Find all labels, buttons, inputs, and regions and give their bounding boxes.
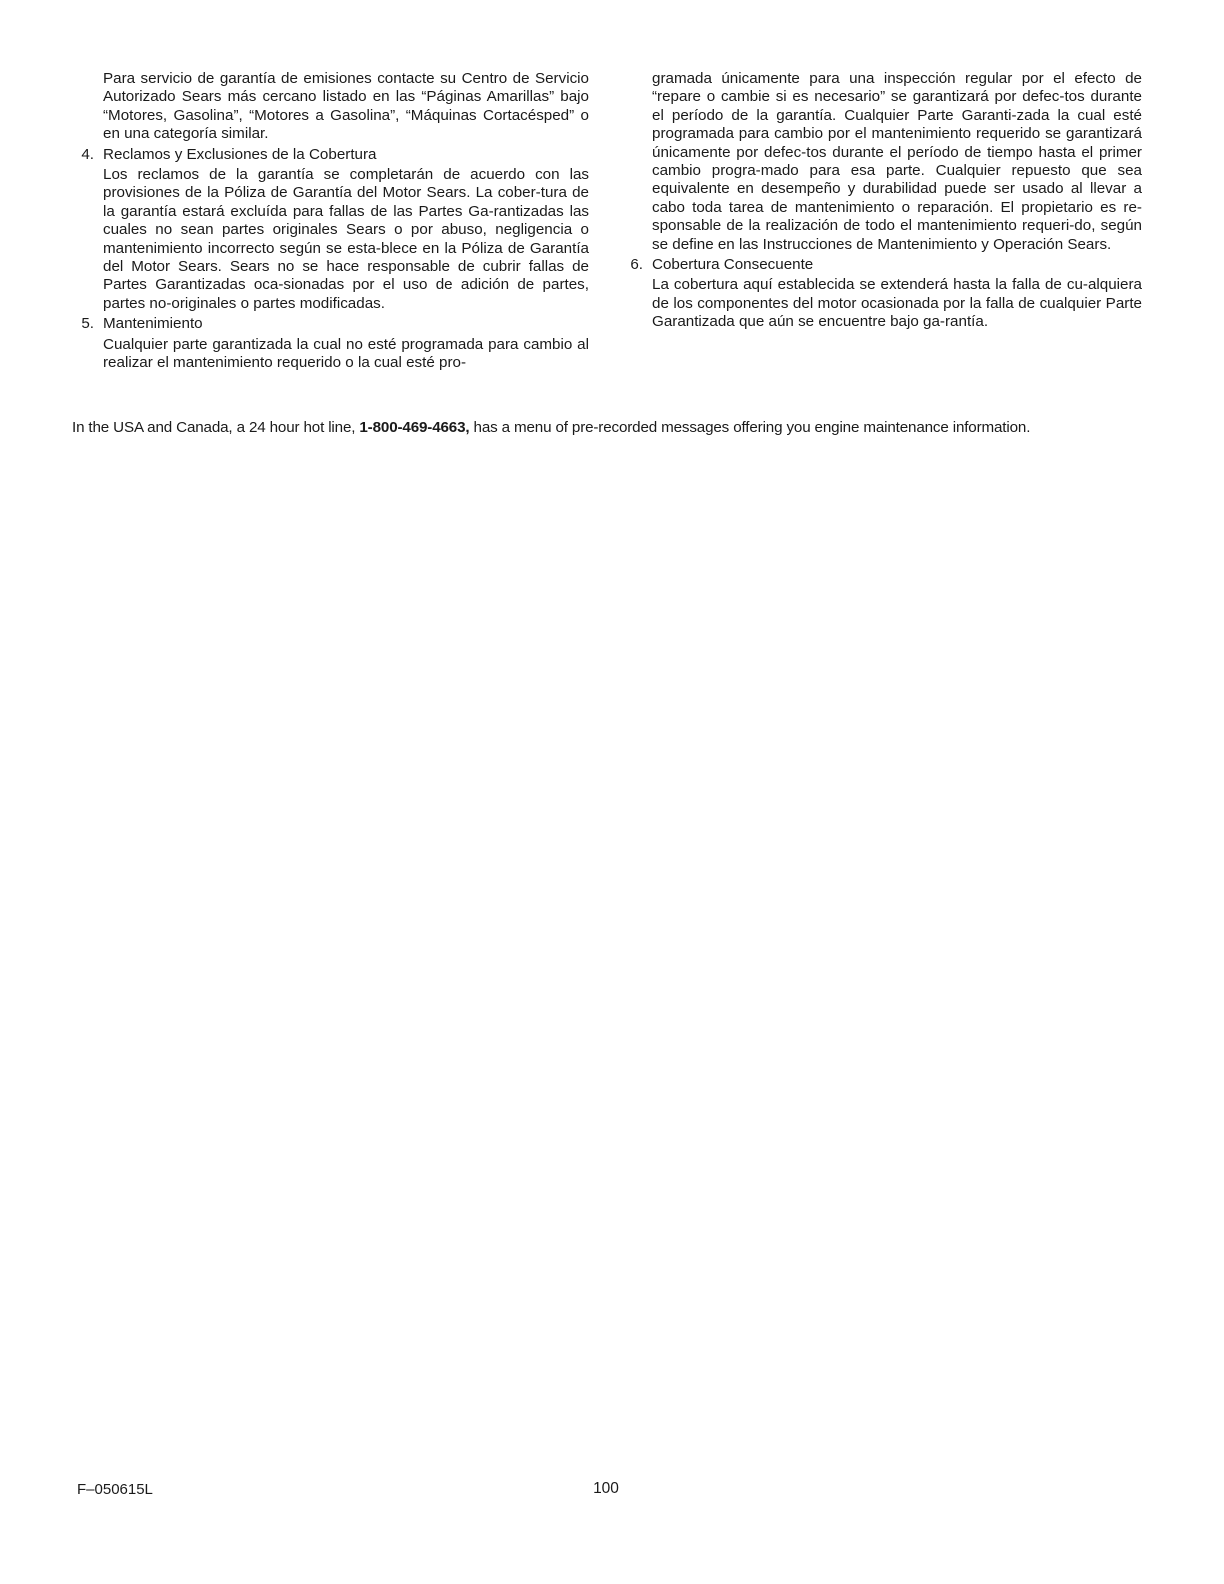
hotline-phone-number: 1-800-469-4663,: [359, 419, 470, 436]
section-4-heading: [72, 146, 589, 164]
left-column: [72, 70, 589, 373]
section-5-body: Cualquier parte garantizada la cual no esté programada para cambio al realizar el mantenimiento requerido o la cual esté pro-: [103, 335, 589, 372]
hotline-notice: [72, 418, 1152, 437]
section-5-title: Mantenimiento: [103, 315, 203, 333]
emissions-service-paragraph: Para servicio de garantía de emisiones contacte su Centro de Servicio Autorizado Sears más cercano listado en las “Páginas Amarillas” bajo “Motores, Gasolina”, “Motores a Gasolina”, “Máquinas Cortacésped” o en una categoría similar.: [103, 70, 589, 143]
section-6-heading: [621, 256, 1142, 274]
section-6-title: Cobertura Consecuente: [652, 256, 814, 274]
section-6-number: 6.: [630, 256, 643, 274]
section-5-continuation: gramada únicamente para una inspección regular por el efecto de “repare o cambie si es necesario” se garantizará por defec-tos durante el período de la garantía. Cualquier Parte Garanti-zada la cual esté programada para cambio por el mantenimiento requerido se garantizará únicamente por defec-tos durante el período de tiempo hasta el primer cambio progra-mado para esa parte. Cualquier repuesto que sea equivalente en desempeño y durabilidad puede ser usado al llevar a cabo toda tarea de mantenimiento o reparación. El propietario es re-sponsable de la realización de todo el mantenimiento requeri-do, según se define en las Instrucciones de Mantenimiento y Operación Sears.: [652, 70, 1142, 253]
section-5-heading: [72, 315, 589, 333]
section-4-number: 4.: [81, 145, 94, 163]
section-4-body: Los reclamos de la garantía se completarán de acuerdo con las provisiones de la Póliza de Garantía del Motor Sears. La cober-tura de la garantía estará excluída para fallas de las Partes Ga-rantizadas las cuales no sean partes originales Sears o por abuso, negligencia o mantenimiento incorrecto según se esta-blece en la Póliza de Garantía del Motor Sears. Sears no se hace responsable de cubrir fallas de Partes Garantizadas oca-sionadas por el uso de adición de partes, partes no-originales o partes modificadas.: [103, 166, 589, 312]
section-4-title: Reclamos y Exclusiones de la Cobertura: [103, 145, 377, 163]
page-number: 100: [593, 1480, 619, 1497]
right-column: [621, 70, 1142, 332]
document-code: F–050615L: [77, 1481, 153, 1498]
section-5-number: 5.: [81, 315, 94, 333]
hotline-suffix: has a menu of pre-recorded messages offering you engine maintenance information.: [469, 419, 1031, 436]
section-6-body: La cobertura aquí establecida se extenderá hasta la falla de cu-alquiera de los componentes del motor ocasionada por la falla de cualquier Parte Garantizada que aún se encuentre bajo ga-rantía.: [652, 276, 1142, 331]
hotline-prefix: In the USA and Canada, a 24 hour hot line,: [72, 419, 360, 436]
